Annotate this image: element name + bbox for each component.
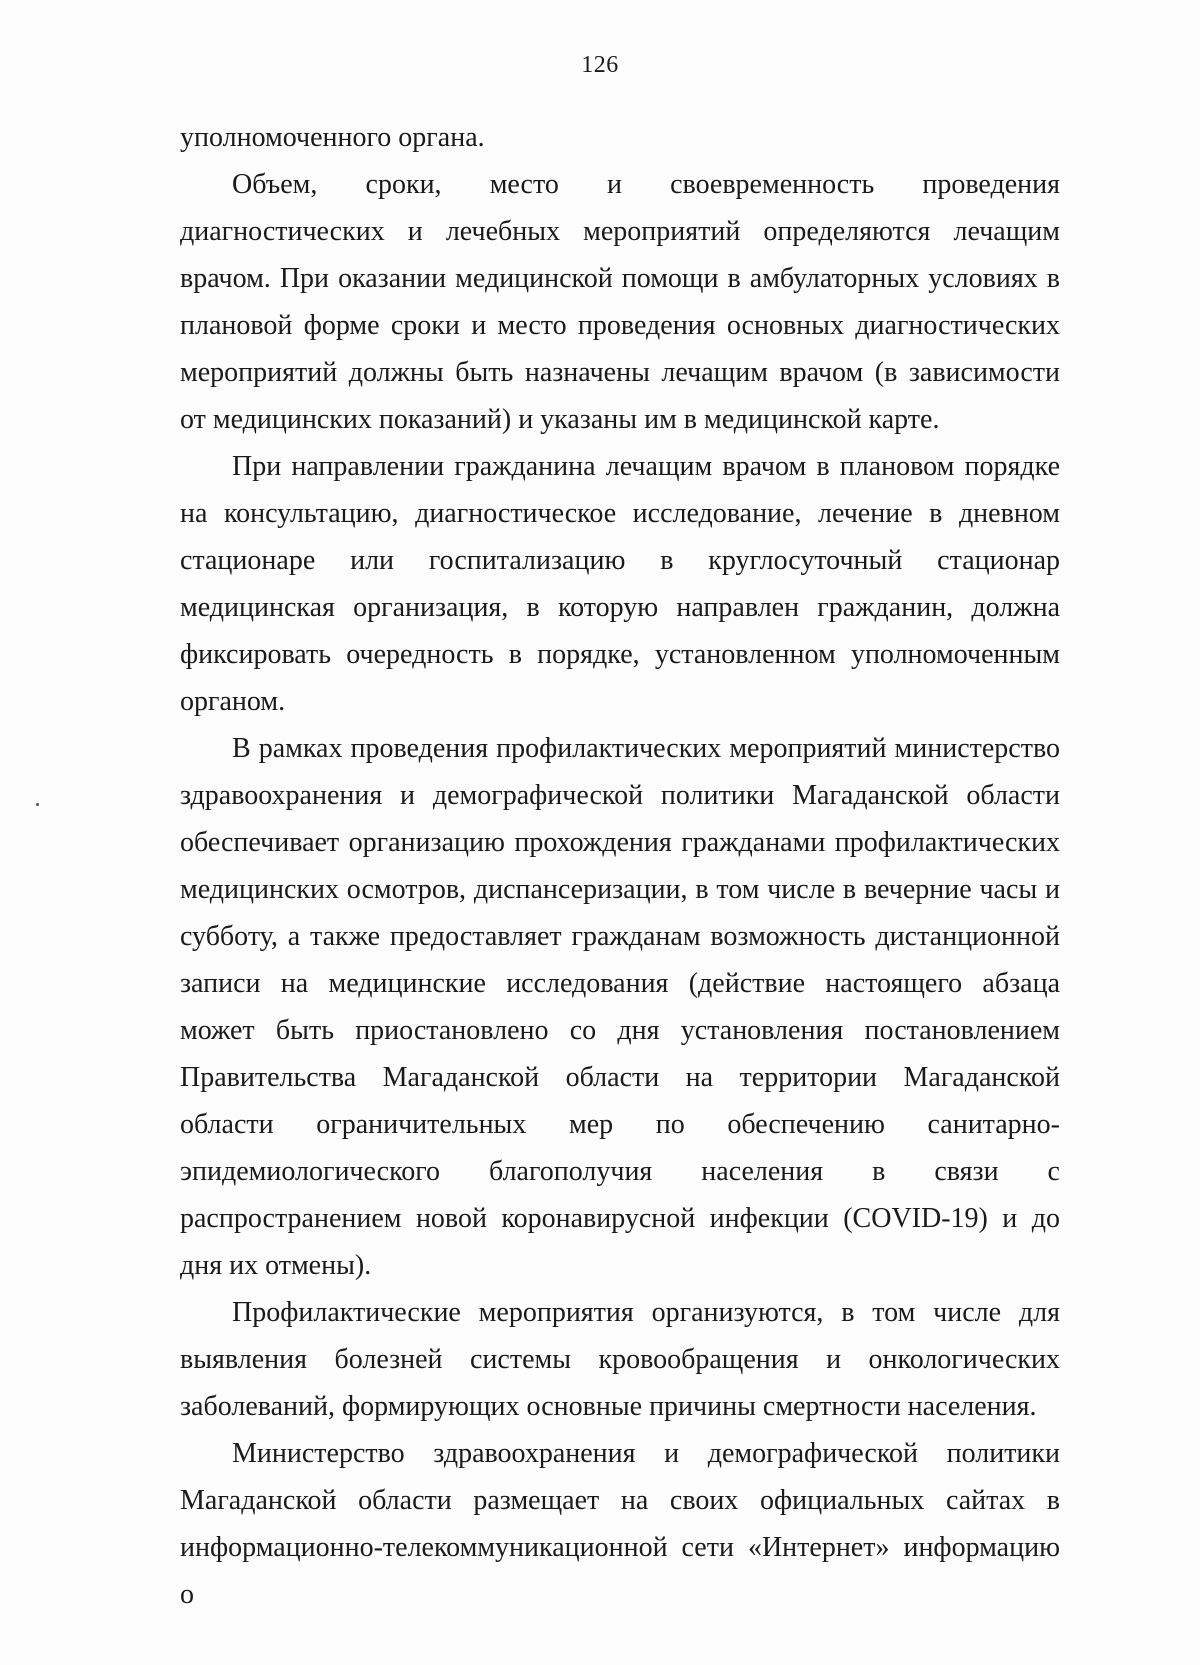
scan-artifact <box>36 803 39 806</box>
paragraph-preventive-goals: Профилактические мероприятия организуются, в том числе для выявления болезней системы кровообращения и онкологических заболеваний, формирующих основные причины смертности населения. <box>180 1297 1060 1422</box>
paragraph-referral-queue: При направлении гражданина лечащим врачом в плановом порядке на консультацию, диагностическое исследование, лечение в дневном стационаре или госпитализацию в круглосуточный стационар медицинская организация, в которую направлен гражданин, должна фиксировать очередность в порядке, установленном уполномоченным органом. <box>180 451 1060 717</box>
paragraph-continuation: уполномоченного органа. <box>180 122 485 153</box>
document-body <box>180 114 1060 1618</box>
page-number: 126 <box>581 52 619 78</box>
paragraph-ministry-information: Министерство здравоохранения и демографической политики Магаданской области размещает на своих официальных сайтах в информационно-телекоммуникационной сети «Интернет» информацию о <box>180 1438 1060 1610</box>
paragraph-diagnostic-scope: Объем, сроки, место и своевременность проведения диагностических и лечебных мероприятий определяются лечащим врачом. При оказании медицинской помощи в амбулаторных условиях в плановой форме сроки и место проведения основных диагностических мероприятий должны быть назначены лечащим врачом (в зависимости от медицинских показаний) и указаны им в медицинской карте. <box>180 169 1060 435</box>
paragraph-preventive-measures: В рамках проведения профилактических мероприятий министерство здравоохранения и демографической политики Магаданской области обеспечивает организацию прохождения гражданами профилактических медицинских осмотров, диспансеризации, в том числе в вечерние часы и субботу, а также предоставляет гражданам возможность дистанционной записи на медицинские исследования (действие настоящего абзаца может быть приостановлено со дня установления постановлением Правительства Магаданской области на территории Магаданской области ограничительных мер по обеспечению санитарно-эпидемиологического благополучия населения в связи с распространением новой коронавирусной инфекции (COVID-19) и до дня их отмены). <box>180 733 1060 1281</box>
